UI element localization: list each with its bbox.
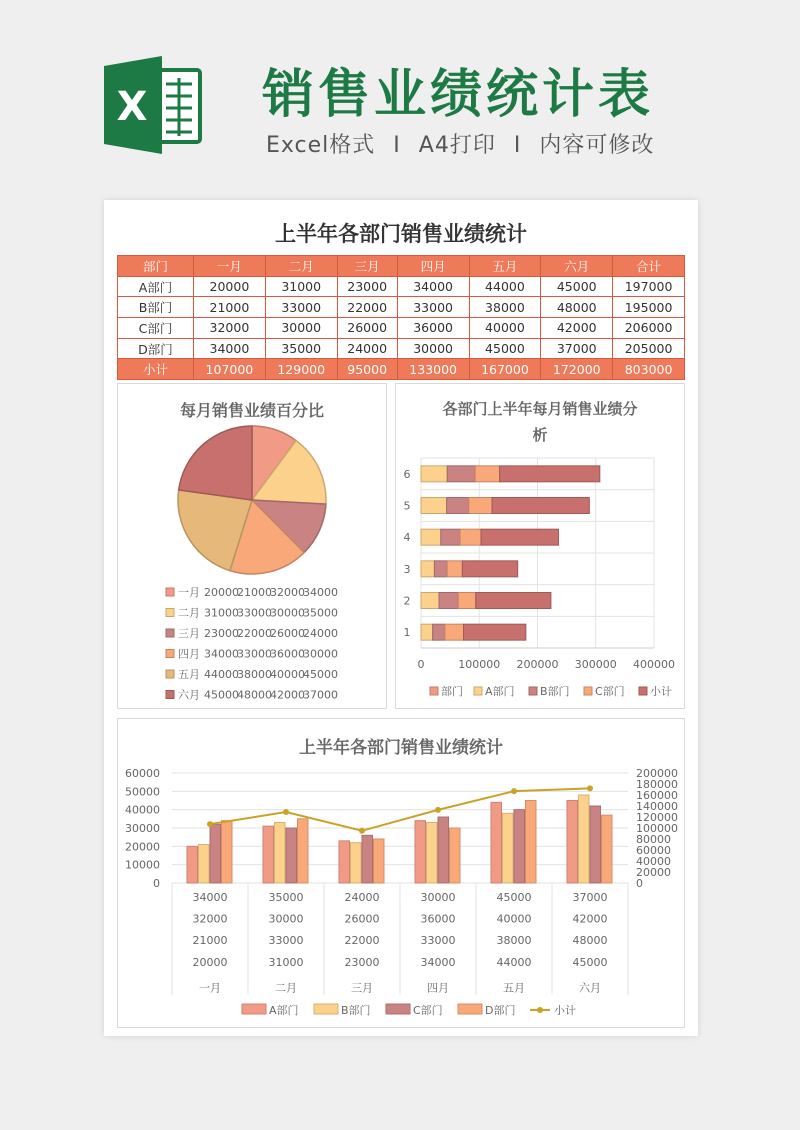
legend-value: 33000	[237, 647, 272, 661]
table-cell: 107000	[194, 359, 266, 380]
legend-label: C部门	[413, 1004, 443, 1017]
table-cell: 21000	[194, 297, 266, 318]
bar	[526, 801, 537, 884]
line-point	[511, 788, 517, 794]
table-cell: 35000	[265, 338, 337, 359]
table-header: 合计	[613, 256, 685, 277]
table-cell: 37000	[541, 338, 613, 359]
table-cell: 小计	[118, 359, 194, 380]
data-table-value: 26000	[344, 912, 380, 926]
table-cell: 803000	[613, 359, 685, 380]
bar-segment	[475, 466, 499, 482]
excel-icon	[104, 56, 204, 154]
data-table-value: 20000	[192, 955, 228, 969]
legend-value: 45000	[303, 668, 338, 681]
y2-tick-label: 100000	[636, 822, 678, 835]
bar-segment	[421, 466, 447, 482]
legend-swatch	[639, 687, 647, 695]
legend-label: A部门	[269, 1004, 299, 1017]
data-table-value: 22000	[344, 934, 380, 948]
bar-segment	[458, 593, 475, 609]
legend-value: 34000	[204, 647, 239, 661]
table-row	[118, 297, 685, 318]
bar	[491, 802, 502, 883]
table-header: 五月	[469, 256, 541, 277]
bar	[374, 839, 385, 883]
table-cell: 205000	[613, 338, 685, 359]
bar	[567, 801, 578, 884]
x-tick-label: 200000	[516, 658, 559, 671]
table-cell: 30000	[265, 318, 337, 339]
data-table-value: 34000	[420, 955, 456, 969]
bar-segment	[476, 593, 551, 609]
table-cell: 172000	[541, 359, 613, 380]
data-table-value: 48000	[572, 934, 608, 948]
bar	[450, 828, 461, 883]
y-tick-label: 5	[403, 499, 411, 513]
bar	[602, 815, 613, 883]
page-title: 销售业绩统计表	[262, 65, 655, 125]
x-tick-label: 300000	[574, 658, 617, 671]
legend-swatch	[166, 650, 174, 658]
x-tick-label: 400000	[633, 658, 675, 671]
data-table-value: 38000	[496, 934, 532, 948]
legend-swatch	[166, 609, 174, 617]
legend-value: 32000	[270, 586, 305, 599]
table-total-row	[118, 359, 685, 380]
x-tick-label: 100000	[458, 658, 501, 671]
subtitle-separator: I	[513, 133, 522, 158]
y-tick-label: 1	[403, 626, 411, 640]
legend-value: 48000	[237, 688, 272, 702]
y-tick-label: 60000	[125, 767, 160, 780]
bar	[351, 843, 362, 883]
bar-segment	[447, 498, 469, 514]
legend-value: 23000	[204, 627, 239, 640]
table-cell: 206000	[613, 318, 685, 339]
line-point	[587, 785, 593, 791]
data-table-value: 45000	[496, 891, 532, 904]
table-cell: B部门	[118, 297, 194, 318]
bar	[199, 845, 210, 884]
bar-segment	[447, 466, 475, 482]
legend-label: 六月	[178, 688, 200, 702]
y2-tick-label: 200000	[636, 767, 678, 780]
table-cell: 48000	[541, 297, 613, 318]
document-header	[0, 0, 800, 190]
x-category-label: 二月	[275, 981, 297, 995]
legend-value: 37000	[303, 688, 338, 702]
y2-tick-label: 80000	[636, 833, 671, 846]
bar	[590, 806, 601, 883]
legend-label: 一月	[178, 586, 200, 599]
bar	[286, 828, 297, 883]
table-header: 一月	[194, 256, 266, 277]
y-tick-label: 30000	[125, 822, 160, 835]
bar-segment	[460, 529, 481, 545]
bar	[275, 823, 286, 884]
table-cell: 38000	[469, 297, 541, 318]
y-tick-label: 6	[403, 467, 411, 481]
table-header: 部门	[118, 256, 194, 277]
combo-chart-panel	[117, 718, 685, 1028]
table-cell: 45000	[469, 338, 541, 359]
data-table-value: 42000	[572, 912, 608, 926]
y-tick-label: 4	[403, 531, 411, 545]
bar	[503, 813, 514, 883]
bar	[438, 817, 449, 883]
table-cell: 33000	[265, 297, 337, 318]
table-cell: 42000	[541, 318, 613, 339]
legend-value: 44000	[204, 668, 239, 681]
legend-label: 小计	[554, 1004, 576, 1017]
table-cell: 167000	[469, 359, 541, 380]
line-point	[435, 807, 441, 813]
legend-value: 34000	[303, 586, 338, 599]
legend-value: 24000	[303, 627, 338, 640]
legend-value: 30000	[303, 647, 338, 661]
table-cell: 26000	[337, 318, 397, 339]
table-cell: 33000	[397, 297, 469, 318]
y2-tick-label: 0	[636, 877, 643, 890]
pie-chart	[118, 384, 386, 708]
data-table-value: 24000	[344, 891, 380, 904]
table-cell: 20000	[194, 276, 266, 297]
y2-tick-label: 140000	[636, 800, 678, 813]
legend-swatch	[166, 629, 174, 637]
legend-value: 33000	[237, 606, 272, 620]
table-cell: 31000	[265, 276, 337, 297]
bar-segment	[421, 561, 434, 577]
bar-segment	[421, 624, 433, 640]
bar	[579, 795, 590, 883]
legend-label: 五月	[178, 668, 200, 681]
table-cell: 197000	[613, 276, 685, 297]
x-category-label: 五月	[503, 981, 525, 995]
bar	[187, 846, 198, 883]
data-table-value: 33000	[420, 934, 456, 948]
legend-swatch	[166, 691, 174, 699]
table-header: 二月	[265, 256, 337, 277]
table-row	[118, 318, 685, 339]
bar-segment	[421, 529, 441, 545]
legend-value: 42000	[270, 688, 305, 702]
table-cell: 32000	[194, 318, 266, 339]
legend-swatch	[386, 1004, 410, 1014]
table-cell: 24000	[337, 338, 397, 359]
y-tick-label: 2	[403, 594, 411, 608]
table-cell: 195000	[613, 297, 685, 318]
pie-slice	[179, 426, 252, 500]
bar	[298, 819, 309, 883]
data-table-value: 32000	[192, 912, 228, 926]
bar-segment	[462, 561, 517, 577]
table-cell: 44000	[469, 276, 541, 297]
data-table-value: 31000	[268, 955, 304, 969]
bar	[339, 841, 350, 883]
data-table-value: 44000	[496, 955, 532, 969]
y2-tick-label: 60000	[636, 844, 671, 857]
table-cell: A部门	[118, 276, 194, 297]
bar-segment	[492, 498, 589, 514]
data-table-value: 30000	[420, 891, 456, 904]
bar-segment	[481, 529, 558, 545]
legend-label: 部门	[441, 685, 463, 698]
y2-tick-label: 20000	[636, 866, 671, 879]
bar	[222, 821, 233, 883]
table-cell: 30000	[397, 338, 469, 359]
y2-tick-label: 180000	[636, 778, 678, 791]
table-cell: 23000	[337, 276, 397, 297]
table-cell: 95000	[337, 359, 397, 380]
legend-label: 小计	[650, 685, 672, 698]
bar	[427, 823, 438, 884]
legend-swatch	[242, 1004, 266, 1014]
chart-title: 上半年各部门销售业绩统计	[299, 738, 503, 758]
table-cell: C部门	[118, 318, 194, 339]
subtitle-editable: 内容可修改	[539, 133, 655, 158]
bar-segment	[447, 561, 462, 577]
legend-value: 21000	[237, 586, 272, 599]
legend-value: 40000	[270, 668, 305, 681]
bar	[415, 821, 426, 883]
legend-label: A部门	[485, 685, 515, 698]
legend-value: 45000	[204, 688, 239, 702]
bar-segment	[434, 561, 447, 577]
y-tick-label: 3	[403, 562, 411, 576]
x-tick-label: 0	[417, 658, 425, 671]
y-tick-label: 0	[153, 877, 160, 890]
subtitle-separator: I	[393, 133, 401, 158]
subtitle-format: Excel格式	[266, 133, 376, 158]
legend-label: 四月	[178, 647, 200, 661]
table-header: 四月	[397, 256, 469, 277]
legend-swatch	[314, 1004, 338, 1014]
legend-label: C部门	[595, 685, 625, 698]
legend-label: 二月	[178, 606, 200, 620]
logo-letter: X	[116, 84, 148, 130]
table-cell: 36000	[397, 318, 469, 339]
table-header: 六月	[541, 256, 613, 277]
legend-label: D部门	[485, 1004, 516, 1017]
table-row	[118, 338, 685, 359]
legend-value: 30000	[270, 606, 305, 620]
y2-tick-label: 40000	[636, 855, 671, 868]
table-cell: 22000	[337, 297, 397, 318]
legend-value: 22000	[237, 627, 272, 640]
data-table-value: 34000	[192, 891, 228, 904]
subtitle-print: A4打印	[418, 133, 496, 158]
bar	[210, 824, 221, 883]
bar-segment	[445, 624, 464, 640]
table-cell: 34000	[397, 276, 469, 297]
legend-swatch	[166, 588, 174, 596]
line-point	[207, 821, 213, 827]
x-category-label: 三月	[351, 981, 373, 995]
bar	[362, 835, 373, 883]
bar-segment	[469, 498, 492, 514]
data-table-value: 23000	[344, 955, 380, 969]
y-tick-label: 10000	[125, 858, 160, 872]
bar	[263, 826, 274, 883]
x-category-label: 六月	[579, 981, 601, 995]
bar-segment	[421, 593, 439, 609]
legend-swatch	[474, 687, 482, 695]
legend-swatch	[166, 670, 174, 678]
bar-segment	[439, 593, 458, 609]
x-category-label: 一月	[199, 981, 221, 995]
data-table-value: 35000	[268, 891, 304, 904]
legend-swatch	[584, 687, 592, 695]
legend-value: 35000	[303, 606, 338, 620]
table-header: 三月	[337, 256, 397, 277]
table-cell: 129000	[265, 359, 337, 380]
bar-segment	[421, 498, 447, 514]
legend-value: 36000	[270, 647, 305, 661]
y-tick-label: 50000	[125, 785, 160, 799]
legend-swatch	[430, 687, 438, 695]
line-point	[283, 809, 289, 815]
sheet-title: 上半年各部门销售业绩统计	[275, 222, 527, 246]
spreadsheet-preview	[104, 200, 698, 1036]
bar	[514, 810, 525, 883]
data-table-value: 21000	[192, 934, 228, 948]
data-table-value: 33000	[268, 934, 304, 948]
table-header-row	[118, 256, 685, 277]
bar-segment	[433, 624, 445, 640]
data-table-value: 36000	[420, 912, 456, 926]
line-point	[359, 828, 365, 834]
data-table-value: 37000	[572, 891, 608, 904]
bar-segment	[464, 624, 526, 640]
sales-table	[117, 255, 685, 380]
bar-segment	[441, 529, 460, 545]
legend-marker	[537, 1007, 543, 1013]
legend-label: 三月	[178, 627, 200, 640]
chart-title: 每月销售业绩百分比	[179, 401, 324, 420]
legend-label: B部门	[540, 685, 570, 698]
legend-value: 31000	[204, 606, 239, 620]
table-cell: 133000	[397, 359, 469, 380]
legend-swatch	[458, 1004, 482, 1014]
table-cell: D部门	[118, 338, 194, 359]
y2-tick-label: 120000	[636, 811, 678, 824]
legend-value: 26000	[270, 627, 305, 640]
y-tick-label: 20000	[125, 840, 160, 854]
data-table-value: 30000	[268, 912, 304, 926]
pie-chart-panel	[117, 383, 387, 709]
legend-value: 20000	[204, 586, 239, 599]
table-cell: 45000	[541, 276, 613, 297]
horizontal-bar-chart	[396, 384, 684, 708]
hbar-chart-panel	[395, 383, 685, 709]
legend-swatch	[529, 687, 537, 695]
y2-tick-label: 160000	[636, 789, 678, 802]
table-cell: 34000	[194, 338, 266, 359]
combo-chart	[118, 719, 684, 1027]
bar-segment	[500, 466, 600, 482]
x-category-label: 四月	[427, 981, 449, 995]
table-row	[118, 276, 685, 297]
legend-value: 38000	[237, 668, 272, 681]
data-table-value: 40000	[496, 912, 532, 926]
chart-title: 各部门上半年每月销售业绩分析	[442, 400, 638, 444]
y-tick-label: 40000	[125, 803, 160, 817]
data-table-value: 45000	[572, 955, 608, 969]
page-subtitle	[266, 128, 654, 159]
legend-label: B部门	[341, 1004, 371, 1017]
table-cell: 40000	[469, 318, 541, 339]
